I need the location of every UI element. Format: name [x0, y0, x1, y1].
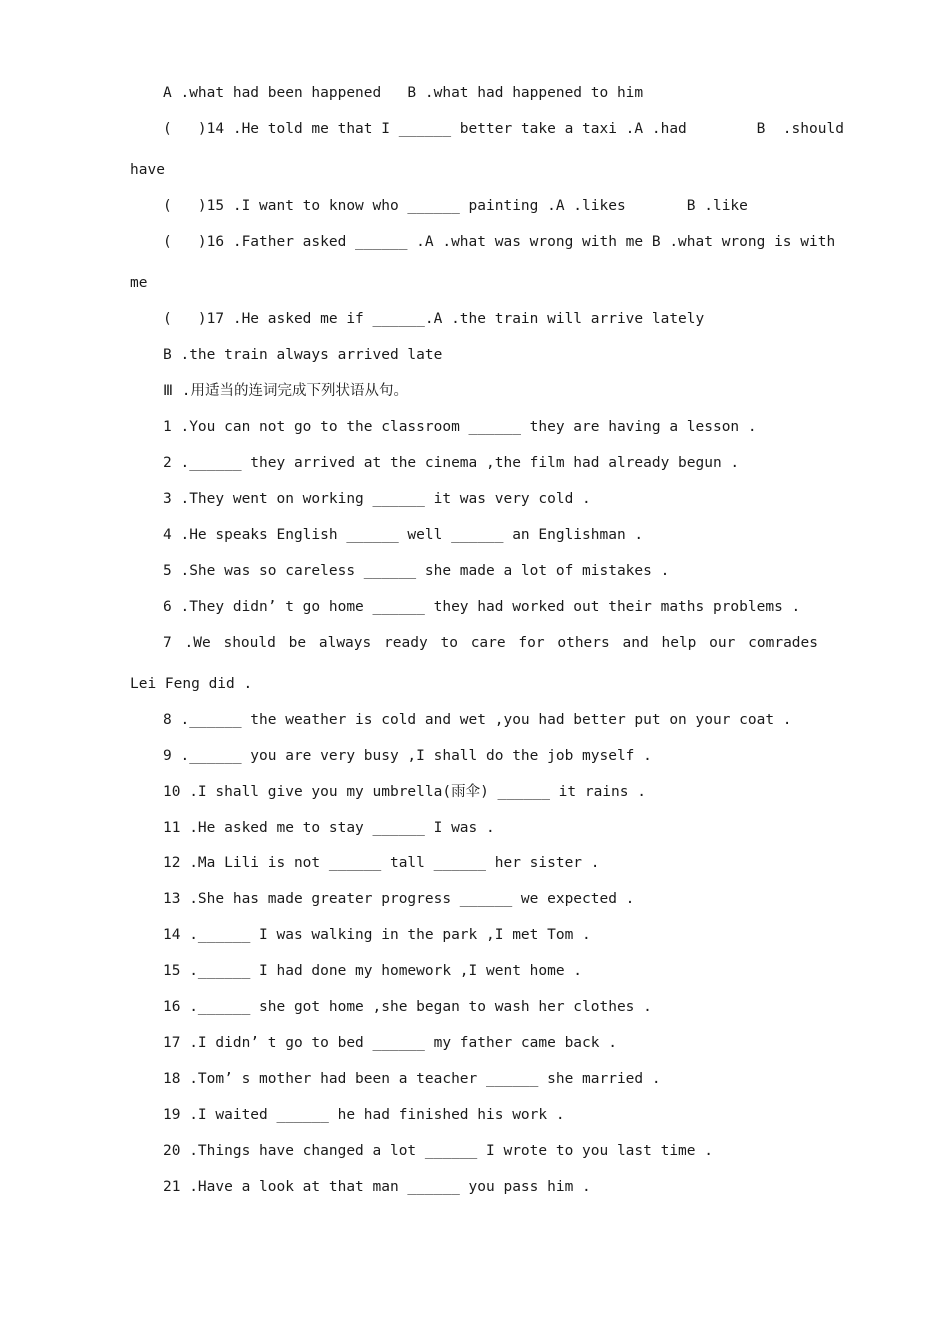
exercise-12: 12 .Ma Lili is not ______ tall ______ her sister . — [163, 855, 600, 871]
exercise-1: 1 .You can not go to the classroom ______ they are having a lesson . — [163, 419, 757, 435]
exercise-20: 20 .Things have changed a lot ______ I wrote to you last time . — [163, 1143, 713, 1159]
question-16: ( )16 .Father asked ______ .A .what was wrong with me B .what wrong is with — [163, 234, 836, 250]
question-17-option-b: B .the train always arrived late — [163, 347, 443, 363]
exercise-14: 14 .______ I was walking in the park ,I met Tom . — [163, 927, 591, 943]
question-16-continued: me — [130, 275, 148, 291]
option-line: A .what had been happened B .what had happened to him — [163, 85, 644, 101]
exercise-13: 13 .She has made greater progress ______ we expected . — [163, 891, 635, 907]
exercise-7-continued: Lei Feng did . — [130, 676, 253, 692]
exercise-4: 4 .He speaks English ______ well ______ an Englishman . — [163, 527, 644, 543]
exercise-10: 10 .I shall give you my umbrella(雨伞) ______ it rains . — [163, 784, 646, 800]
question-14: ( )14 .He told me that I ______ better take a taxi .A .had B .should — [163, 121, 844, 137]
question-17: ( )17 .He asked me if ______.A .the train will arrive lately — [163, 311, 705, 327]
exercise-5: 5 .She was so careless ______ she made a lot of mistakes . — [163, 563, 670, 579]
exercise-6: 6 .They didn’ t go home ______ they had worked out their maths problems . — [163, 599, 801, 615]
exercise-19: 19 .I waited ______ he had finished his work . — [163, 1107, 565, 1123]
question-15: ( )15 .I want to know who ______ painting .A .likes B .like — [163, 198, 748, 214]
exercise-17: 17 .I didn’ t go to bed ______ my father came back . — [163, 1035, 617, 1051]
question-14-continued: have — [130, 162, 165, 178]
exercise-15: 15 .______ I had done my homework ,I went home . — [163, 963, 583, 979]
section-heading: Ⅲ .用适当的连词完成下列状语从句。 — [163, 383, 408, 399]
exercise-7: 7 .We should be always ready to care for others and help our comrades — [163, 635, 818, 651]
exercise-9: 9 .______ you are very busy ,I shall do the job myself . — [163, 748, 652, 764]
exercise-21: 21 .Have a look at that man ______ you pass him . — [163, 1179, 591, 1195]
exercise-8: 8 .______ the weather is cold and wet ,you had better put on your coat . — [163, 712, 792, 728]
exercise-11: 11 .He asked me to stay ______ I was . — [163, 820, 495, 836]
exercise-16: 16 .______ she got home ,she began to wash her clothes . — [163, 999, 652, 1015]
exercise-18: 18 .Tom’ s mother had been a teacher ______ she married . — [163, 1071, 661, 1087]
exercise-2: 2 .______ they arrived at the cinema ,the film had already begun . — [163, 455, 740, 471]
exercise-3: 3 .They went on working ______ it was very cold . — [163, 491, 591, 507]
